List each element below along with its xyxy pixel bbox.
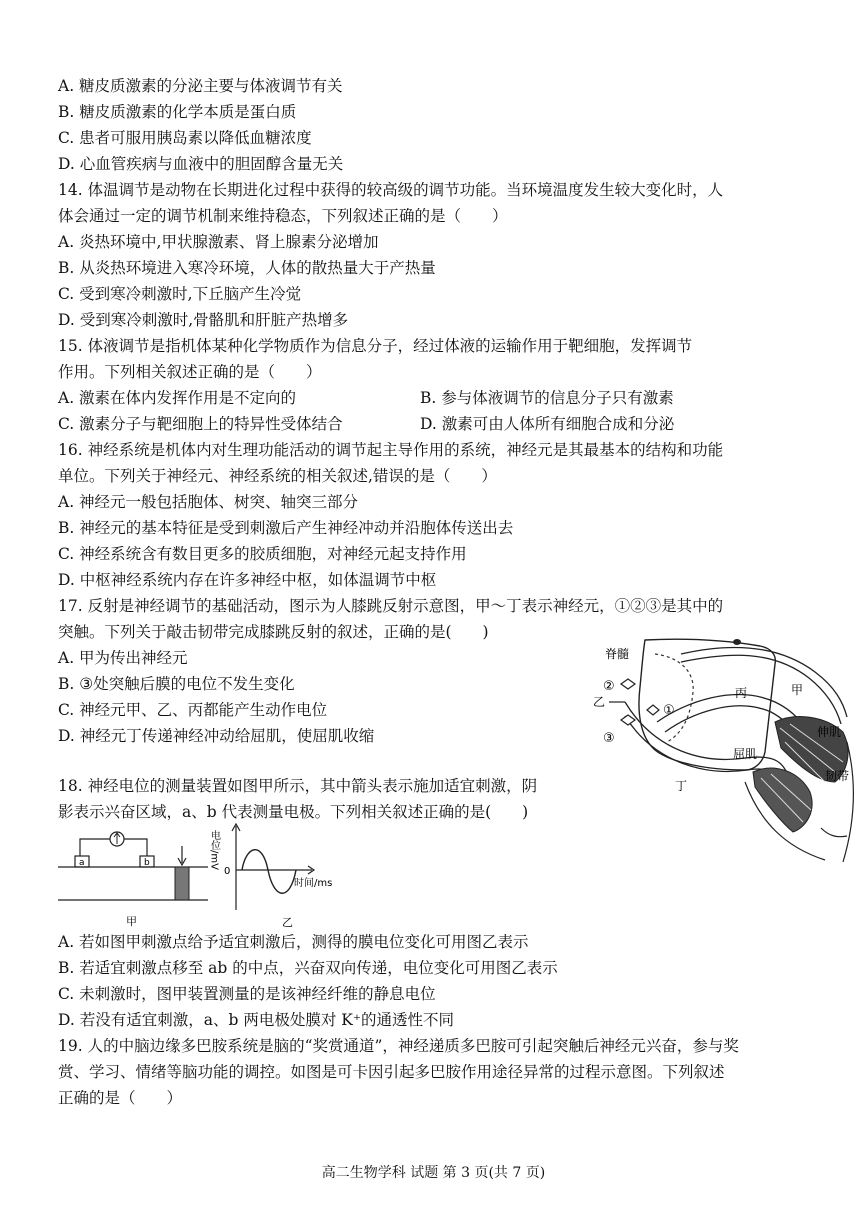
electrode-b-label: b [144, 858, 150, 868]
label-synapse-2: ② [603, 679, 615, 694]
label-spinal-cord: 脊髓 [605, 647, 630, 661]
label-ding: 丁 [675, 779, 688, 793]
q14-stem-line2: 体会通过一定的调节机制来维持稳态，下列叙述正确的是（ ） [58, 207, 508, 225]
q17-option-a: A. 甲为传出神经元 [58, 649, 188, 667]
q18-option-d: D. 若没有适宜刺激，a、b 两电极处膜对 K⁺的通透性不同 [58, 1011, 455, 1029]
figure-yi-caption: 乙 [282, 916, 293, 929]
q15-stem-line2: 作用。下列相关叙述正确的是（ ） [58, 363, 322, 381]
q19-stem-line3: 正确的是（ ） [58, 1089, 183, 1107]
label-yi: 乙 [593, 695, 606, 709]
q14-option-a: A. 炎热环境中,甲状腺激素、肾上腺素分泌增加 [58, 233, 379, 251]
q16-stem-line1: 16. 神经系统是机体内对生理功能活动的调节起主导作用的系统，神经元是其最基本的结构和功能 [58, 441, 724, 459]
q18-option-a: A. 若如图甲刺激点给予适宜刺激后，测得的膜电位变化可用图乙表示 [58, 933, 529, 951]
measurement-device-figure [58, 830, 208, 928]
page-footer: 高二生物学科 试题 第 3 页(共 7 页) [321, 1165, 546, 1181]
q14-option-c: C. 受到寒冷刺激时,下丘脑产生冷觉 [58, 285, 302, 303]
q15-option-b: B. 参与体液调节的信息分子只有激素 [420, 389, 674, 407]
q18-stem-line2: 影表示兴奋区域，a、b 代表测量电极。下列相关叙述正确的是( ) [58, 803, 529, 821]
q19-stem-line1: 19. 人的中脑边缘多巴胺系统是脑的“奖赏通道”，神经递质多巴胺可引起突触后神经元兴奋，参与奖 [58, 1037, 739, 1055]
label-synapse-3: ③ [603, 731, 615, 746]
q13-option-d: D. 心血管疾病与血液中的胆固醇含量无关 [58, 155, 344, 173]
q13-option-c: C. 患者可服用胰岛素以降低血糖浓度 [58, 129, 312, 147]
q17-option-d: D. 神经元丁传递神经冲动给屈肌，使屈肌收缩 [58, 727, 375, 745]
figure-jia-caption: 甲 [126, 915, 137, 928]
q13-option-b: B. 糖皮质激素的化学本质是蛋白质 [58, 103, 297, 121]
q15-option-c: C. 激素分子与靶细胞上的特异性受体结合 [58, 415, 343, 433]
graph-y-axis-label: 电位/mV [208, 830, 220, 870]
q15-option-d: D. 激素可由人体所有细胞合成和分泌 [420, 415, 675, 433]
q19-stem-line2: 赏、学习、情绪等脑功能的调控。如图是可卡因引起多巴胺作用途径异常的过程示意图。下列叙述 [58, 1063, 725, 1081]
q18-option-b: B. 若适宜刺激点移至 ab 的中点，兴奋双向传递，电位变化可用图乙表示 [58, 959, 558, 977]
q13-option-a: A. 糖皮质激素的分泌主要与体液调节有关 [58, 77, 343, 95]
potential-graph-figure [208, 822, 342, 930]
graph-x-axis-label: 时间/ms [294, 878, 333, 889]
q15-option-a: A. 激素在体内发挥作用是不定向的 [58, 389, 297, 407]
q18-option-c: C. 未刺激时，图甲装置测量的是该神经纤维的静息电位 [58, 985, 436, 1003]
q17-option-b: B. ③处突触后膜的电位不发生变化 [58, 675, 295, 693]
electrode-a-label: a [79, 858, 85, 868]
q17-stem-line1: 17. 反射是神经调节的基础活动，图示为人膝跳反射示意图，甲～丁表示神经元，①②③是其中的 [58, 597, 724, 615]
q16-stem-line2: 单位。下列关于神经元、神经系统的相关叙述,错误的是（ ） [58, 467, 497, 485]
q16-option-d: D. 中枢神经系统内存在许多神经中枢，如体温调节中枢 [58, 571, 437, 589]
graph-origin-label: 0 [224, 866, 231, 877]
label-ligament: 韧带 [825, 769, 850, 783]
q14-option-d: D. 受到寒冷刺激时,骨骼肌和肝脏产热增多 [58, 311, 349, 329]
q17-option-c: C. 神经元甲、乙、丙都能产生动作电位 [58, 701, 328, 719]
q16-option-c: C. 神经系统含有数目更多的胶质细胞，对神经元起支持作用 [58, 545, 467, 563]
label-flexor: 屈肌 [733, 747, 758, 761]
q15-stem-line1: 15. 体液调节是指机体某种化学物质作为信息分子，经过体液的运输作用于靶细胞，发挥调节 [58, 337, 693, 355]
q18-stem-line1: 18. 神经电位的测量装置如图甲所示，其中箭头表示施加适宜刺激，阴 [58, 777, 538, 795]
q16-option-a: A. 神经元一般包括胞体、树突、轴突三部分 [58, 493, 359, 511]
label-jia: 甲 [791, 683, 804, 697]
label-synapse-1: ① [663, 703, 675, 718]
q14-stem-line1: 14. 体温调节是动物在长期进化过程中获得的较高级的调节功能。当环境温度发生较大变化时，人 [58, 181, 724, 199]
label-bing: 丙 [735, 686, 748, 700]
label-extensor: 伸肌 [817, 725, 842, 739]
q16-option-b: B. 神经元的基本特征是受到刺激后产生神经冲动并沿胞体传送出去 [58, 519, 514, 537]
q17-stem-line2: 突触。下列关于敲击韧带完成膝跳反射的叙述，正确的是( ) [58, 623, 489, 641]
q14-option-b: B. 从炎热环境进入寒冷环境，人体的散热量大于产热量 [58, 259, 436, 277]
knee-reflex-diagram [585, 632, 865, 864]
